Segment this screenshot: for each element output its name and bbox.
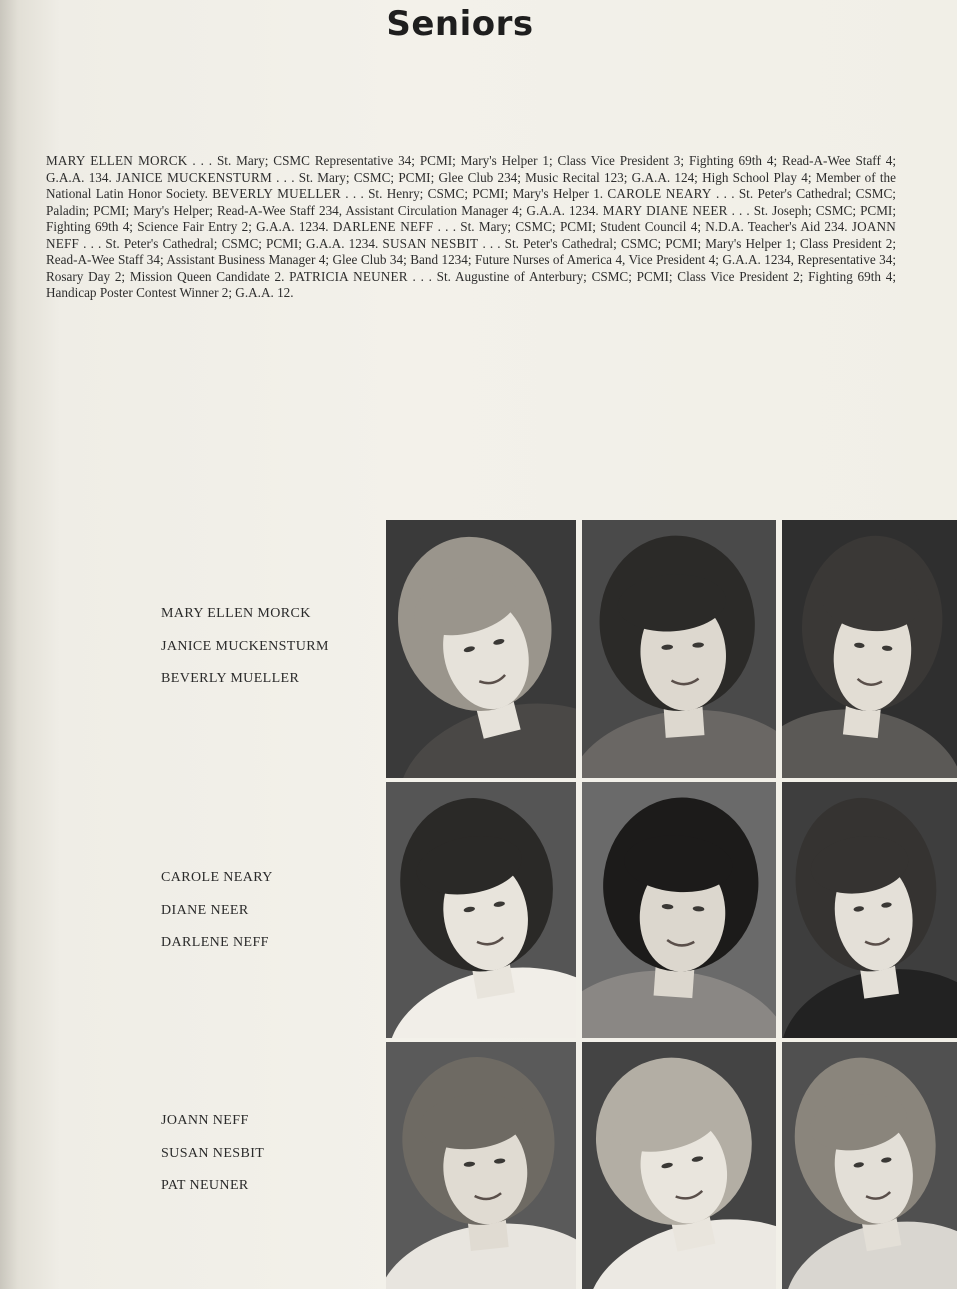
portrait-photo	[582, 1042, 776, 1289]
portrait-image	[782, 1042, 957, 1289]
bio-text: . . . St. Peter's Cathedral; CSMC; PCMI; G.A.A. 1234.	[79, 235, 383, 251]
bio-name: JOANN NEFF	[46, 219, 897, 251]
portrait-photo	[386, 782, 576, 1038]
bio-text: . . . St. Mary; CSMC; PCMI; Student Council 4; N.D.A. Teacher's Aid 234.	[433, 219, 852, 234]
portrait-image	[782, 782, 957, 1038]
student-name: DARLENE NEFF	[161, 935, 269, 950]
bio-name: MARY ELLEN MORCK	[46, 153, 188, 168]
portrait-photo	[782, 782, 957, 1038]
bio-name: SUSAN NESBIT	[382, 235, 479, 251]
bio-text: . . . St. Mary; CSMC; PCMI; Glee Club 234; Music Recital 123; G.A.A. 124; High School Play 4; Member of the National Latin Honor Society.	[46, 169, 897, 201]
name-group-row-2	[161, 868, 273, 966]
portrait-grid	[386, 520, 957, 1289]
bio-text: . . . St. Henry; CSMC; PCMI; Mary's Helper 1.	[340, 186, 608, 201]
bio-entry	[333, 219, 852, 234]
portrait-photo	[782, 520, 957, 778]
portrait-image	[582, 782, 776, 1038]
portrait-photo	[582, 782, 776, 1038]
bio-name: DARLENE NEFF	[332, 219, 434, 234]
portrait-photo	[782, 1042, 957, 1289]
bio-text: . . . St. Joseph; CSMC; PCMI; Fighting 69th 4; Science Fair Entry 2; G.A.A. 1234.	[46, 202, 896, 234]
portrait-image	[386, 1042, 576, 1289]
name-group-row-3	[161, 1111, 264, 1209]
bio-text: . . . St. Peter's Cathedral; CSMC; PCMI; Mary's Helper 1; Class President 2; Read-A-Wee Staff 34; Assistant Business Manager 4; Glee Club 34; Band 1234; Future Nurses of America 4, Vice President 4; G.A.A. 1234, Representative 34; Rosary Day 2; Mission Queen Candidate 2.	[46, 235, 897, 284]
bio-block	[46, 153, 896, 302]
bio-name: CAROLE NEARY	[607, 186, 712, 201]
student-name: JANICE MUCKENSTURM	[161, 638, 329, 654]
portrait-image	[782, 520, 957, 778]
portrait-image	[582, 520, 776, 778]
portrait-image	[582, 1042, 776, 1289]
bio-text: . . . St. Peter's Cathedral; CSMC; Paladin; PCMI; Mary's Helper; Read-A-Wee Staff 234, Assistant Circulation Manager 4; G.A.A. 1234.	[46, 186, 896, 218]
bio-name: JANICE MUCKENSTURM	[116, 169, 272, 185]
portrait-image	[386, 520, 576, 778]
bio-text: . . . St. Mary; CSMC Representative 34; PCMI; Mary's Helper 1; Class Vice President 3; Fighting 69th 4; Read-A-Wee Staff 4; G.A.A. 134.	[46, 153, 896, 185]
bio-entry	[212, 186, 607, 201]
student-name: PAT NEUNER	[161, 1178, 249, 1193]
page-title: Seniors	[386, 4, 534, 44]
portrait-image	[386, 782, 576, 1038]
portrait-photo	[386, 1042, 576, 1289]
bio-name: MARY DIANE NEER	[602, 202, 728, 218]
student-name: JOANN NEFF	[161, 1113, 249, 1128]
student-name: CAROLE NEARY	[161, 870, 273, 885]
name-group-row-1	[161, 604, 329, 702]
portrait-photo	[582, 520, 776, 778]
student-name: BEVERLY MUELLER	[161, 671, 300, 686]
bio-text: . . . St. Augustine of Anterbury; CSMC; PCMI; Class Vice President 2; Fighting 69th 4; Handicap Poster Contest Winner 2; G.A.A. 12.	[46, 268, 896, 300]
student-name: SUSAN NESBIT	[161, 1145, 265, 1161]
student-name: DIANE NEER	[161, 902, 249, 918]
portrait-photo	[386, 520, 576, 778]
bio-name: BEVERLY MUELLER	[212, 186, 341, 201]
student-name: MARY ELLEN MORCK	[161, 606, 311, 621]
bio-name: PATRICIA NEUNER	[289, 268, 408, 284]
